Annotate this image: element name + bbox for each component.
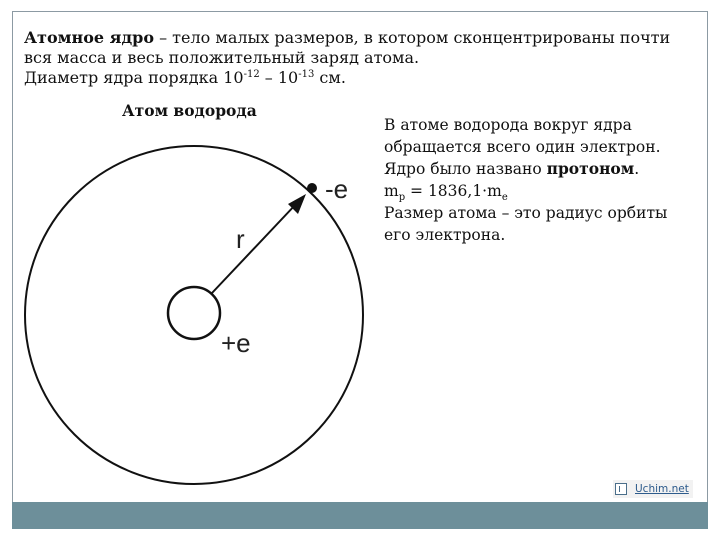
nucleus [168, 287, 220, 339]
radius-arrow [212, 203, 297, 293]
footer-bar [12, 502, 708, 529]
watermark[interactable] [613, 480, 693, 498]
radius-label: r [236, 224, 245, 254]
proton-mass: $m_p = 1836,1\cdot m_e$ [384, 182, 508, 204]
electron-label: -e [325, 174, 349, 204]
side-line5: Размер атома – это радиус орбиты [384, 204, 668, 222]
intro-line2: вся масса и весь положительный заряд атома. [24, 48, 420, 67]
document-icon [615, 483, 627, 495]
diagram-caption: Атом водорода [122, 101, 257, 120]
watermark-link[interactable]: Uchim.net [635, 483, 689, 495]
term-atomic-nucleus: Атомное ядро [24, 28, 154, 47]
nucleus-label: +e [221, 328, 251, 358]
intro-line3: Диаметр ядра порядка $10^{-12} - 10^{-13}$ см. [24, 68, 346, 87]
side-line6: его электрона. [384, 226, 506, 244]
side-line1: В атоме водорода вокруг ядра [384, 116, 632, 134]
intro-line1: – тело малых размеров, в котором сконцентрированы почти [154, 28, 671, 47]
exponent-2: -13 [298, 69, 315, 80]
side-line2: обращается всего один электрон. [384, 138, 661, 156]
electron [307, 183, 317, 193]
exponent-1: -12 [243, 69, 260, 80]
proton-word: протоном [546, 159, 635, 178]
side-line3: Ядро было названо протоном. [384, 159, 640, 178]
side-text [384, 114, 704, 246]
